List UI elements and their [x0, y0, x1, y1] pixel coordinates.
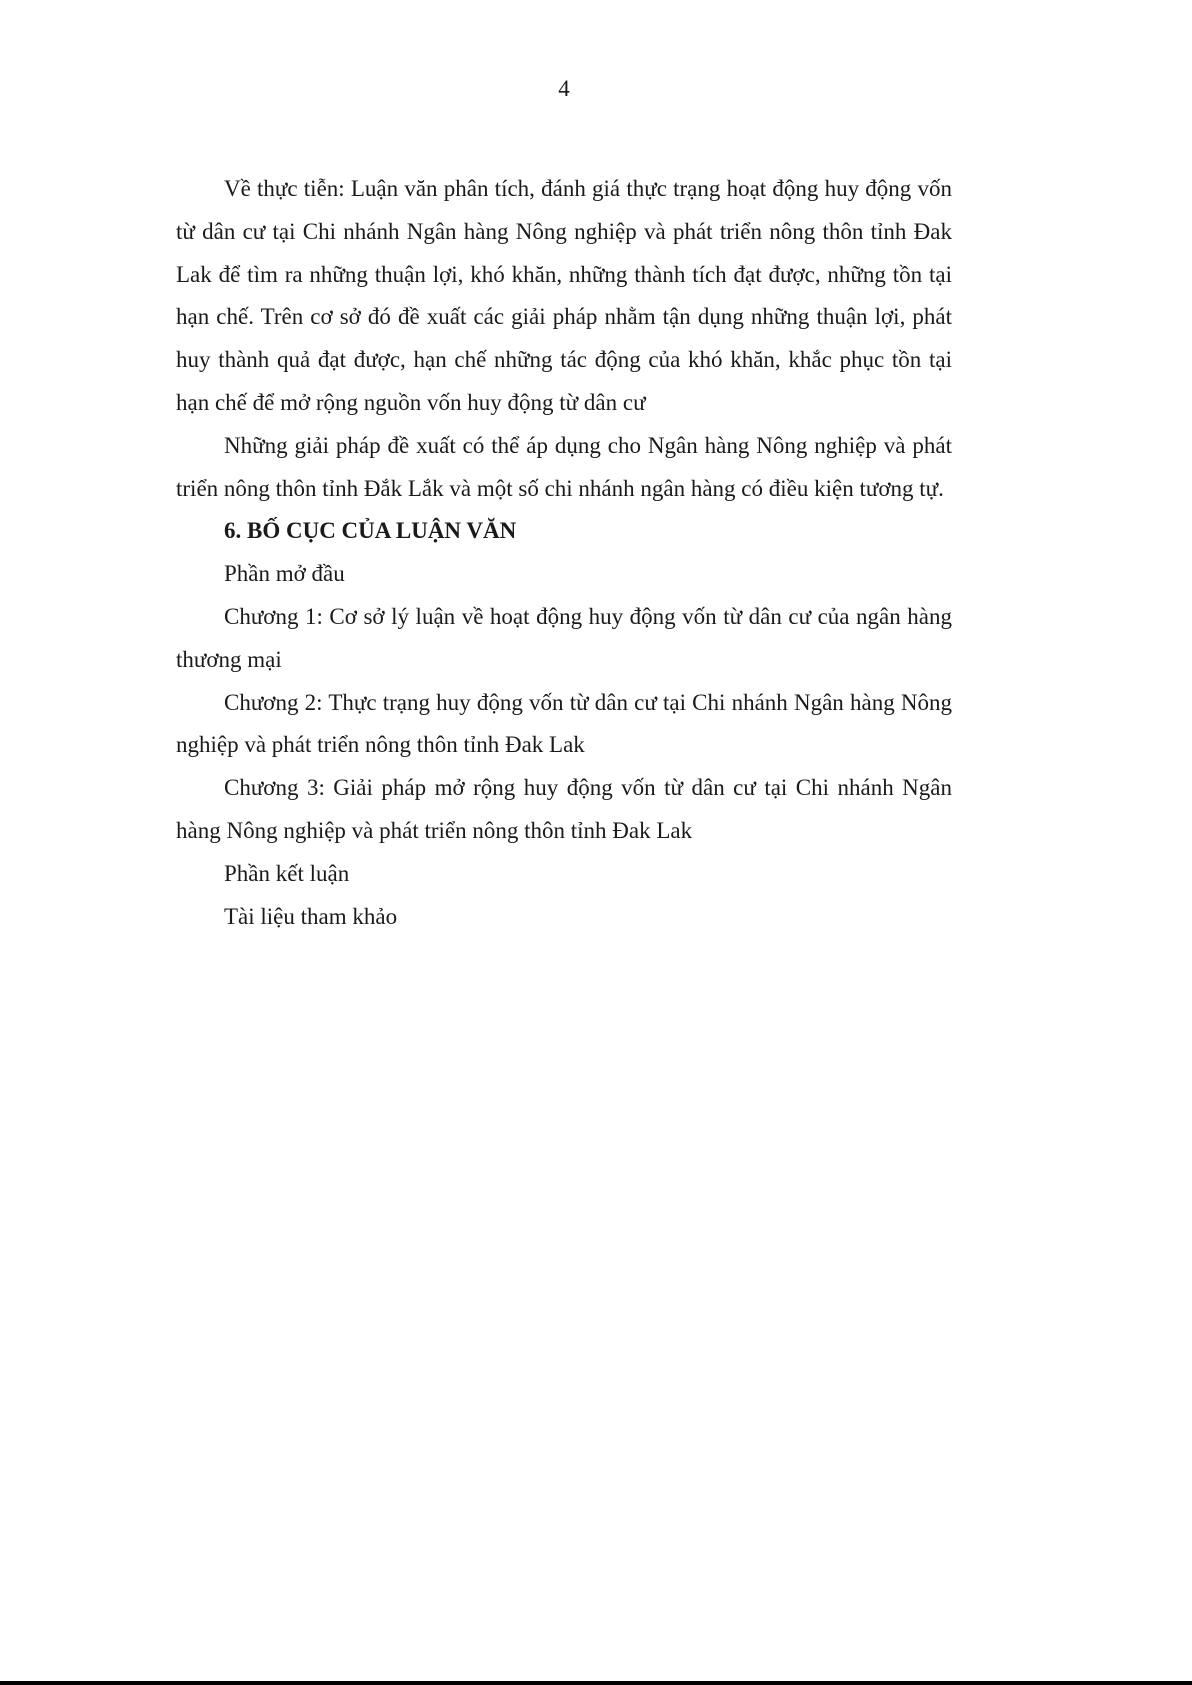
- outline-item-chapter-3: Chương 3: Giải pháp mở rộng huy động vốn từ dân cư tại Chi nhánh Ngân hàng Nông nghiệp và phát triển nông thôn tỉnh Đak Lak: [176, 775, 952, 843]
- page-number: 4: [558, 76, 570, 101]
- outline-item-chapter-1: Chương 1: Cơ sở lý luận về hoạt động huy động vốn từ dân cư của ngân hàng thương mại: [176, 603, 952, 672]
- outline-item-intro: Phần mở đầu: [224, 561, 345, 587]
- outline-item-chapter-2: Chương 2: Thực trạng huy động vốn từ dân cư tại Chi nhánh Ngân hàng Nông nghiệp và phát triển nông thôn tỉnh Đak Lak: [176, 689, 952, 758]
- outline-item-references: Tài liệu tham khảo: [224, 903, 398, 929]
- paragraph-practical-significance: Về thực tiễn: Luận văn phân tích, đánh giá thực trạng hoạt động huy động vốn từ dân cư tại Chi nhánh Ngân hàng Nông nghiệp và phát triển nông thôn tỉnh Đak Lak để tìm ra những thuận lợi, khó khăn, những thành tích đạt được, những tồn tại hạn chế. Trên cơ sở đó đề xuất các giải pháp nhằm tận dụng những thuận lợi, phát huy thành quả đạt được, hạn chế những tác động của khó khăn, khắc phục tồn tại hạn chế để mở rộng nguồn vốn huy động từ dân cư: [176, 176, 952, 415]
- outline-item-conclusion: Phần kết luận: [224, 860, 350, 886]
- section-heading-thesis-structure: 6. BỐ CỤC CỦA LUẬN VĂN: [224, 518, 517, 544]
- document-body: [176, 168, 952, 938]
- page-bottom-border: [0, 1681, 1192, 1685]
- paragraph-application: Những giải pháp đề xuất có thể áp dụng cho Ngân hàng Nông nghiệp và phát triển nông thôn tỉnh Đắk Lắk và một số chi nhánh ngân hàng có điều kiện tương tự.: [176, 432, 952, 501]
